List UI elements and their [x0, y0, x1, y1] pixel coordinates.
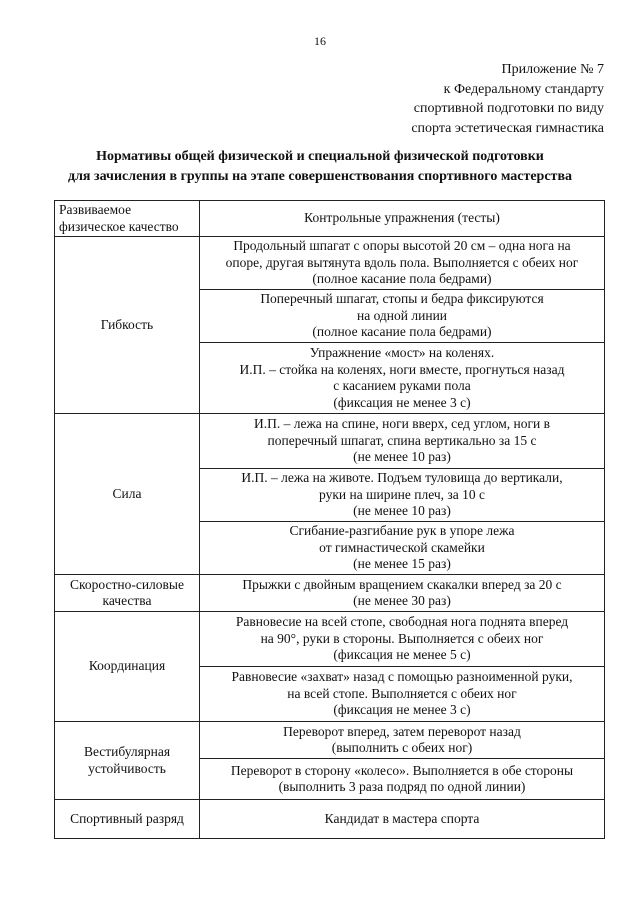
quality-cell [55, 575, 200, 612]
table-row [55, 575, 605, 612]
document-title [30, 147, 610, 187]
appendix-header [411, 60, 604, 138]
test-line: (фиксация не менее 3 с) [333, 702, 471, 718]
test-line: руки на ширине плеч, за 10 с [319, 486, 485, 502]
table-row [55, 722, 605, 759]
test-line: Равновесие на всей стопе, свободная нога поднята вперед [235, 614, 569, 630]
test-line: Прыжки с двойным вращением скакалки вперед за 20 с [242, 576, 562, 592]
header-quality-cell [55, 201, 200, 237]
test-line: (не менее 10 раз) [353, 449, 451, 465]
test-line: Переворот вперед, затем переворот назад [283, 723, 521, 739]
test-line: (фиксация не менее 5 с) [333, 647, 471, 663]
table-header-row [55, 201, 605, 237]
quality-cell [55, 722, 200, 800]
test-cell [200, 759, 605, 800]
header-tests-label: Контрольные упражнения (тесты) [304, 210, 500, 226]
quality-label: Скоростно-силовые [70, 576, 184, 592]
test-line: (не менее 30 раз) [353, 593, 451, 608]
test-line: с касанием руками пола [333, 378, 471, 393]
test-cell [200, 414, 605, 469]
test-line: (полное касание пола бедрами) [312, 324, 492, 340]
test-line: Продольный шпагат с опоры высотой 20 см – одна нога на [233, 238, 571, 254]
header-quality-line: физическое качество [59, 218, 179, 234]
test-cell [200, 343, 605, 414]
appendix-line: к Федеральному стандарту [443, 81, 604, 97]
test-cell [200, 575, 605, 612]
quality-cell [55, 414, 200, 575]
quality-cell [55, 800, 200, 839]
test-line: Равновесие «захват» назад с помощью разноименной руки, [231, 669, 573, 685]
header-tests-cell [200, 201, 605, 237]
test-line: поперечный шпагат, спина вертикально за 15 с [267, 432, 537, 448]
quality-cell [55, 237, 200, 414]
test-line: И.П. – лежа на животе. Подъем туловища до вертикали, [241, 470, 563, 486]
test-line: Поперечный шпагат, стопы и бедра фиксируются [260, 291, 544, 307]
test-line: от гимнастической скамейки [319, 539, 485, 555]
test-line: на 90°, руки в стороны. Выполняется с обеих ног [260, 630, 544, 646]
table-row [55, 800, 605, 839]
table-row [55, 612, 605, 667]
test-line: (не менее 15 раз) [353, 556, 451, 572]
test-cell [200, 800, 605, 839]
appendix-line: Приложение № 7 [501, 62, 604, 77]
table-row [55, 237, 605, 290]
test-line: (выполнить с обеих ног) [331, 740, 473, 755]
quality-label: устойчивость [88, 760, 166, 776]
test-line: на одной линии [356, 307, 448, 323]
test-line: Кандидат в мастера спорта [324, 810, 480, 826]
test-cell [200, 612, 605, 667]
test-cell [200, 237, 605, 290]
test-line: Переворот в сторону «колесо». Выполняется в обе стороны [230, 762, 574, 778]
norms-table [54, 200, 605, 839]
page-number: 16 [314, 34, 326, 48]
title-line-1: Нормативы общей физической и специальной физической подготовки [96, 149, 544, 164]
table-row [55, 414, 605, 469]
test-line: на всей стопе. Выполняется с обеих ног [287, 685, 517, 701]
header-quality-line: Развиваемое [59, 202, 132, 217]
test-line: опоре, другая вытянута вдоль пола. Выполняется с обеих ног [225, 254, 579, 270]
test-line: (полное касание пола бедрами) [312, 271, 492, 287]
appendix-line: спорта эстетическая гимнастика [411, 120, 604, 136]
appendix-line: спортивной подготовки по виду [413, 101, 604, 116]
test-line: Сгибание-разгибание рук в упоре лежа [289, 523, 515, 539]
test-line: И.П. – стойка на коленях, ноги вместе, прогнуться назад [239, 361, 565, 377]
quality-cell [55, 612, 200, 722]
test-cell [200, 667, 605, 722]
quality-label: Координация [88, 658, 166, 674]
quality-label: Спортивный разряд [70, 810, 184, 826]
test-cell [200, 290, 605, 343]
quality-label: Вестибулярная [83, 744, 171, 759]
test-line: (выполнить 3 раза подряд по одной линии) [278, 779, 526, 794]
title-line-2: для зачисления в группы на этапе совершенствования спортивного мастерства [67, 169, 572, 184]
quality-label: Гибкость [100, 316, 154, 332]
test-line: (фиксация не менее 3 с) [333, 394, 471, 410]
test-line: Упражнение «мост» на коленях. [309, 345, 495, 360]
test-cell [200, 722, 605, 759]
test-cell [200, 469, 605, 522]
quality-label: Сила [112, 485, 142, 501]
test-cell [200, 522, 605, 575]
test-line: (не менее 10 раз) [353, 503, 451, 519]
quality-label: качества [102, 593, 152, 608]
test-line: И.П. – лежа на спине, ноги вверх, сед углом, ноги в [253, 416, 551, 432]
